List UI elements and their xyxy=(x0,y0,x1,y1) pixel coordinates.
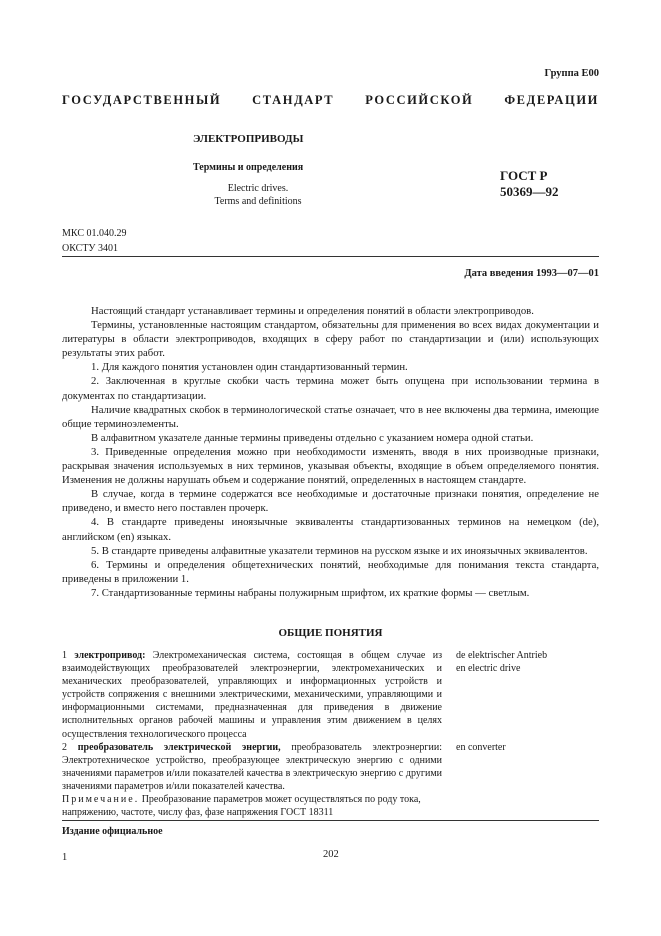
intro-paragraph: 2. Заключенная в круглые скобки часть термина может быть опущена при использовании термина в документах по стандартизации. xyxy=(62,375,599,402)
intro-paragraph: В случае, когда в термине содержатся все необходимые и достаточные признаки понятия, определение не приведено, и вместо него поставлен прочерк. xyxy=(62,488,599,515)
page-number: 202 xyxy=(323,849,339,860)
gost-line1: ГОСТ Р xyxy=(500,168,548,183)
note-text: Преобразование параметров может осуществляться по роду тока, напряжению, частоте, числу фаз, фазе напряжения ГОСТ 18311 xyxy=(62,794,421,819)
term-definition: Электромеханическая система, состоящая в общем случае из взаимодействующих преобразователей электроэнергии, электромеханических и механических преобразователей, управляющих и информационных устройств и устройств сопряжения с внешними электрическими, механическими, управляющими и информационными системами, предназначенная для приведения в движение исполнительных органов рабочей машины и управления этим движением в целях осуществления технологического процесса xyxy=(62,650,443,740)
intro-paragraph: 4. В стандарте приведены иноязычные эквиваленты стандартизованных терминов на немецком (de), английском (en) языках. xyxy=(62,516,599,543)
standard-body-header: ГОСУДАРСТВЕННЫЙ СТАНДАРТ РОССИЙСКОЙ ФЕДЕРАЦИИ xyxy=(62,93,599,107)
document-subtitle: Термины и определения xyxy=(193,162,304,173)
sheet-number: 1 xyxy=(62,852,68,863)
intro-paragraph: Настоящий стандарт устанавливает термины и определения понятий в области электроприводов. xyxy=(91,305,534,317)
classification-codes xyxy=(62,226,126,256)
term-definition: преобразователь электроэнергии: Электротехническое устройство, преобразующее электрическую энергию с одними значениями параметров и/или показателей качества в электрическую энергию с другими значениями параметров и/или показателей качества. xyxy=(62,741,443,792)
intro-paragraph: Наличие квадратных скобок в терминологической статье означает, что в нее включены два термина, имеющие общие терминоэлементы. xyxy=(62,403,599,430)
intro-paragraph: В алфавитном указателе данные термины приведены отдельно с указанием номера одной статьи. xyxy=(91,431,534,444)
mks-code: МКС 01.040.29 xyxy=(62,228,127,239)
footer-divider xyxy=(62,820,599,821)
term-note xyxy=(62,793,442,819)
equivalent-en: en electric drive xyxy=(456,663,521,675)
term-name: преобразователь электрической энергии, xyxy=(77,741,281,753)
note-label: Примечание. xyxy=(62,794,140,806)
equivalent-en: en converter xyxy=(456,741,506,753)
term-name: электропривод: xyxy=(74,650,146,661)
term-entry xyxy=(62,649,599,741)
english-title-line2: Terms and definitions xyxy=(214,196,302,207)
english-title xyxy=(193,182,323,208)
okstu-code: ОКСТУ 3401 xyxy=(62,243,119,254)
term-equivalents xyxy=(456,649,599,675)
english-title-line1: Electric drives. xyxy=(227,183,289,194)
term-entry xyxy=(62,741,599,820)
document-title: ЭЛЕКТРОПРИВОДЫ xyxy=(193,133,304,145)
intro-paragraph: 7. Стандартизованные термины набраны полужирным шрифтом, их краткие формы — светлым. xyxy=(91,586,530,599)
term-body xyxy=(62,741,442,793)
intro-paragraph: 5. В стандарте приведены алфавитные указатели терминов на русском языке и их иноязычных эквивалентов. xyxy=(91,544,588,557)
intro-paragraph: 6. Термины и определения общетехнических понятий, необходимые для понимания текста стандарта, приведены в приложении 1. xyxy=(62,558,599,585)
group-code: Группа Е00 xyxy=(544,68,599,79)
intro-paragraph: Термины, установленные настоящим стандартом, обязательны для применения во всех видах документации и литературы в области электроприводов, входящих в сферу работ по стандартизации и (или) использующих результаты этих работ. xyxy=(62,319,599,360)
term-number: 1 xyxy=(62,650,67,661)
term-body xyxy=(62,649,442,741)
section-title: ОБЩИЕ ПОНЯТИЯ xyxy=(278,627,383,639)
introduction-date: Дата введения 1993—07—01 xyxy=(464,268,599,279)
term-equivalents xyxy=(456,741,599,754)
intro-paragraph: 1. Для каждого понятия установлен один стандартизованный термин. xyxy=(91,361,408,374)
terms-list xyxy=(62,649,599,819)
equivalent-de: de elektrischer Antrieb xyxy=(456,650,548,661)
intro-paragraph: 3. Приведенные определения можно при необходимости изменять, вводя в них производные признаки, раскрывая значения используемых в них терминов, указывая объекты, входящие в объем определяемого понятия. Изменения не должны нарушать объем и содержание понятий, определенных в настоящем стандарте. xyxy=(62,445,599,487)
official-edition-label: Издание официальное xyxy=(62,826,163,837)
term-number: 2 xyxy=(62,741,67,753)
gost-designation xyxy=(500,168,559,200)
gost-line2: 50369—92 xyxy=(500,184,559,199)
intro-text xyxy=(62,304,599,600)
header-divider xyxy=(62,256,599,257)
